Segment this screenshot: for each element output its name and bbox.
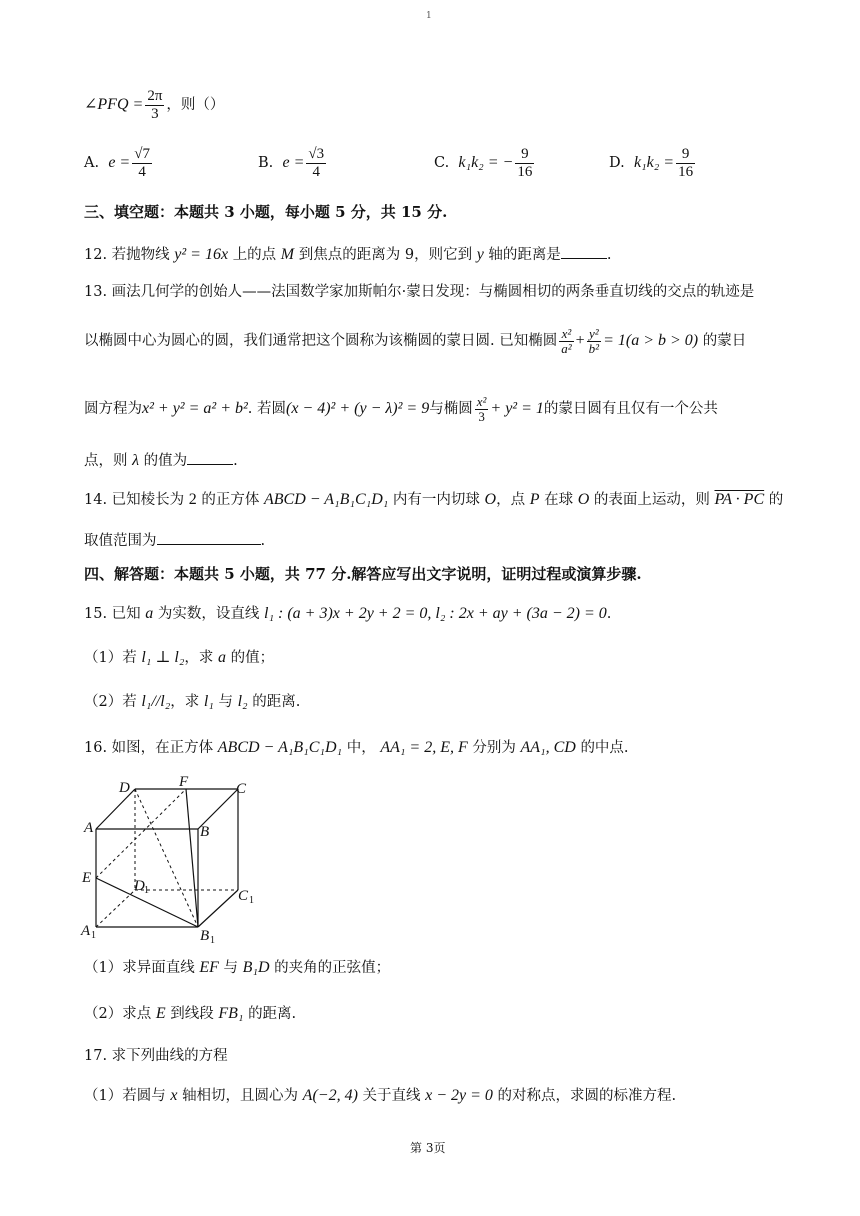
page-footer: 第 3页 — [410, 1141, 446, 1155]
vector-product: PA · PC — [714, 491, 765, 508]
q15: 15. 已知 a 为实数，设直线 l₁ : (a + 3)x + 2y + 2 = 0, l₂ : 2x + ay + (3a − 2) = 0. — [84, 605, 612, 622]
label-d1: D — [134, 878, 145, 894]
fraction: $\frac{9}{16}$ — [517, 145, 533, 180]
q17-sub1: （1）若圆与 x 轴相切，且圆心为 A(−2, 4) 关于直线 x − 2y = 0 的对称点，求圆的标准方程. — [84, 1087, 677, 1104]
q15-sub1: （1）若 l₁ ⊥ l₂，求 a 的值； — [84, 649, 275, 666]
q14-line2: 取值范围为 . — [84, 530, 265, 551]
fraction: $\frac{\text{y²}}{\text{b²}}$ — [588, 325, 600, 356]
svg-text:1: 1 — [249, 895, 254, 906]
segment-fb1 — [186, 789, 198, 927]
answer-blank[interactable] — [187, 450, 233, 465]
section3-title: 三、填空题：本题共 3 小题，每小题 5 分，共 15 分. — [84, 203, 448, 221]
label-c1: C — [238, 888, 249, 904]
angle-expression: ∠PFQ = — [84, 96, 144, 113]
header-mark: 1 — [426, 11, 432, 21]
q15-sub2: （2）若 l₁//l₂，求 l₁ 与 l₂ 的距离. — [84, 693, 301, 710]
label-c: C — [236, 781, 247, 797]
label-a1: A — [81, 923, 91, 939]
svg-text:1: 1 — [210, 935, 215, 944]
edge-b1c1 — [198, 890, 238, 927]
label-e: E — [82, 870, 92, 886]
q12: 12. 若抛物线 y² = 16x 上的点 M 到焦点的距离为 9，则它到 y 轴的距离是 . — [84, 246, 612, 263]
label-f: F — [179, 774, 189, 790]
q14-line1: 14. 已知棱长为 2 的正方体 ABCD − A₁B₁C₁D₁ 内有一内切球 O，点 P 在球 O 的表面上运动，则 PA · PC 的 — [84, 491, 784, 508]
label-d: D — [119, 780, 130, 796]
segment-db1 — [135, 789, 198, 927]
fraction: $\frac{\text{x²}}{\text{a²}}$ — [561, 325, 572, 356]
q11-options — [84, 138, 784, 188]
fraction: $\frac{9}{16}$ — [678, 145, 694, 180]
edge-bc — [198, 789, 238, 829]
cube-figure — [78, 772, 268, 944]
answer-blank[interactable] — [157, 530, 261, 545]
label-b1: B — [200, 928, 210, 944]
label-a: A — [84, 820, 94, 836]
fraction: $\frac{√3}{4}$ — [308, 145, 325, 180]
answer-blank[interactable] — [561, 244, 607, 259]
q13-line2: 以椭圆中心为圆心的圆，我们通常把这个圆称为该椭圆的蒙日圆. 已知椭圆 $\frac{\text{x²}}{\text{a²}}$ + $\frac{\text{y²}}{\text{b²}}$ = 1(a > b > 0) 的蒙日 — [84, 325, 747, 356]
fraction: $\frac{\text{x²}}{3}$ — [476, 393, 487, 424]
q11-condition — [84, 80, 224, 130]
q13-line4: 点，则 λ 的值为 . — [84, 452, 238, 469]
section4-title: 四、解答题：本题共 5 小题，共 77 分.解答应写出文字说明，证明过程或演算步骤. — [84, 565, 642, 583]
fraction: $\frac{√7}{4}$ — [134, 145, 150, 180]
option-d[interactable]: D. k₁k₂ = $\frac{9}{16}$ — [609, 145, 694, 180]
q13-line3: 圆方程为 x² + y² = a² + b² . 若圆 (x − 4)² + (y − λ)² = 9 与椭圆 $\frac{\text{x²}}{3}$ + y² = 1 的蒙日圆有且仅有一个公共 — [84, 393, 718, 424]
q16-sub2: （2）求点 E 到线段 FB₁ 的距离. — [84, 1005, 297, 1022]
edge-a1d1 — [96, 890, 135, 927]
q11-suffix: ，则（） — [166, 97, 225, 113]
q16: 16. 如图，在正方体 ABCD − A₁B₁C₁D₁ 中， AA₁ = 2, E, F 分别为 AA₁, CD 的中点. — [84, 739, 629, 756]
q13-line1: 13. 画法几何学的创始人——法国数学家加斯帕尔·蒙日发现：与椭圆相切的两条垂直切线的交点的轨迹是 — [84, 284, 755, 300]
svg-text:1: 1 — [91, 930, 96, 941]
fraction: $\frac{2\pi}{3}$ — [147, 87, 163, 122]
option-a[interactable]: A. e = $\frac{√7}{4}$ — [84, 145, 150, 180]
option-c[interactable]: C. k₁k₂ = − $\frac{9}{16}$ — [434, 145, 533, 180]
option-b[interactable]: B. e = $\frac{√3}{4}$ — [258, 145, 325, 180]
q17-title: 17. 求下列曲线的方程 — [84, 1048, 228, 1064]
q16-sub1: （1）求异面直线 EF 与 B₁D 的夹角的正弦值； — [84, 959, 391, 976]
label-b: B — [200, 824, 210, 840]
svg-text:1: 1 — [144, 885, 149, 896]
